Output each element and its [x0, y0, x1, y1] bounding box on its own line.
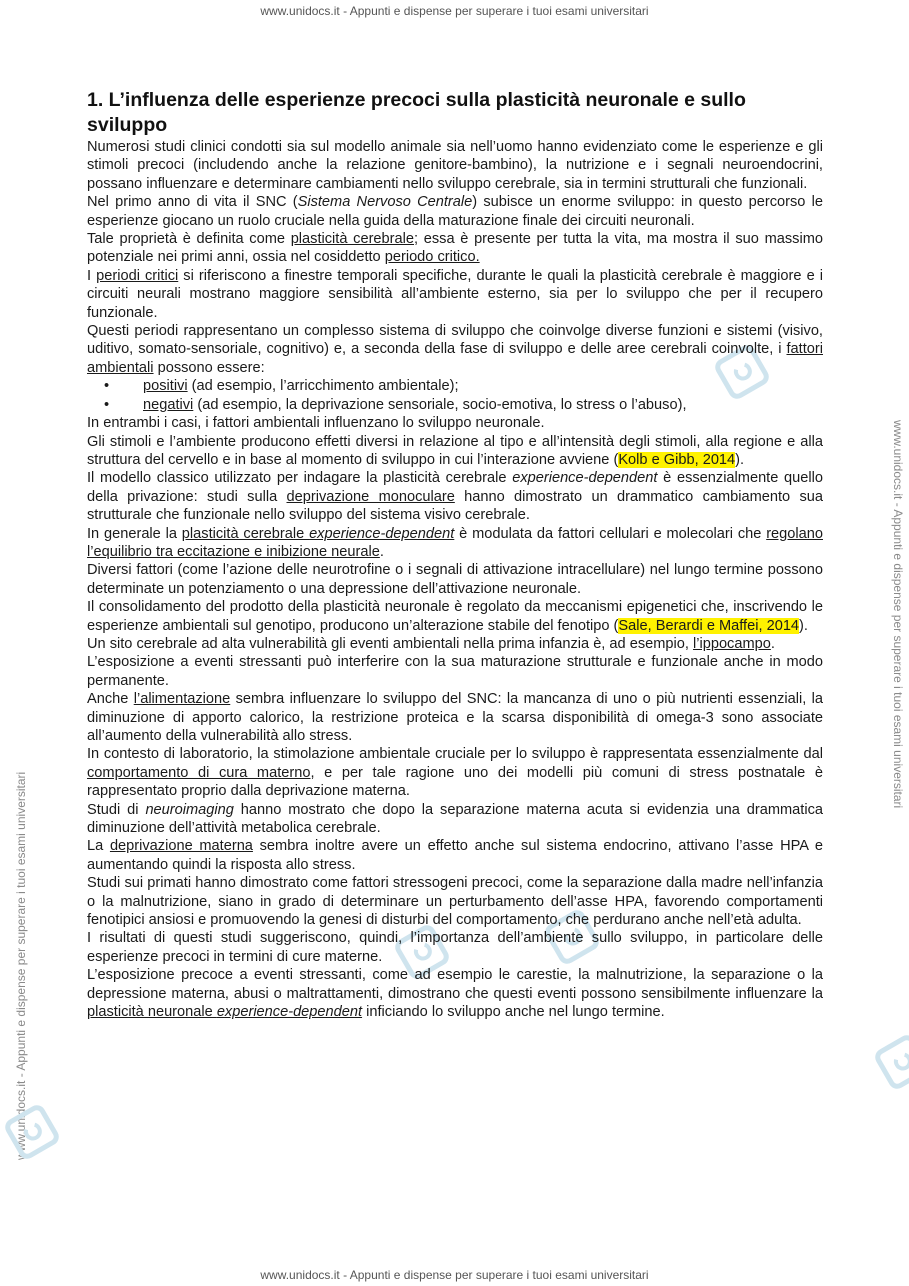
section-title: 1. L’influenza delle esperienze precoci sulla plasticità neuronale e sullo sviluppo	[87, 89, 746, 136]
document-body	[87, 88, 823, 1022]
paragraph: Il consolidamento del prodotto della plasticità neuronale è regolato da meccanismi epigenetici che, inscrivendo le esperienze ambientali sul genotipo, producono un’alterazione stabile del fenotipo (Sale, Berardi e Maffei, 2014).	[87, 599, 823, 634]
paragraph: Studi di neuroimaging hanno mostrato che dopo la separazione materna acuta si evidenzia una drammatica diminuzione dell’attività metabolica cerebrale.	[87, 801, 823, 837]
citation-highlight: Sale, Berardi e Maffei, 2014	[618, 617, 800, 634]
list-item: • negativi (ad esempio, la deprivazione sensoriale, socio-emotiva, lo stress o l’abuso),	[87, 396, 823, 414]
paragraph: Studi sui primati hanno dimostrato come fattori stressogeni precoci, come la separazione dalla madre nell’infanzia o la malnutrizione, siano in grado di determinare un perturbamento dell’asse HPA, favorendo comportamenti fenotipici ansiosi e promuovendo la genesi di disturbi del comportamento, che perdurano anche nell’età adulta.	[87, 875, 823, 929]
watermark-top: www.unidocs.it - Appunti e dispense per superare i tuoi esami universitari	[260, 4, 649, 18]
paragraph: Anche l’alimentazione sembra influenzare lo sviluppo del SNC: la mancanza di uno o più nutrienti essenziali, la diminuzione di apporto calorico, la restrizione proteica e la scarsa disponibilità di omega-3 sono associate all’aumento della vulnerabilità allo stress.	[87, 691, 823, 744]
paragraph: Un sito cerebrale ad alta vulnerabilità gli eventi ambientali nella prima infanzia è, ad esempio, l’ippocampo.	[87, 635, 775, 652]
paragraph: Il modello classico utilizzato per indagare la plasticità cerebrale experience-dependent è essenzialmente quello della privazione: studi sulla deprivazione monoculare hanno dimostrato un drammatico cambiamento sua strutturale che funzionale nello sviluppo del sistema visivo cerebrale.	[87, 470, 824, 524]
paragraph: Questi periodi rappresentano un complesso sistema di sviluppo che coinvolge diverse funzioni e sistemi (visivo, uditivo, somato-sensoriale, cognitivo) e, a seconda della fase di sviluppo e delle aree cerebrali coinvolte, i fattori ambientali possono essere:	[87, 323, 823, 376]
bullet-list	[87, 377, 823, 414]
citation-highlight: Kolb e Gibb, 2014	[618, 451, 736, 468]
paragraph: Diversi fattori (come l’azione delle neurotrofine o i segnali di attivazione intracellulare) nel lungo termine possono determinate un potenziamento o una depressione dell’attivazione neuronale.	[87, 562, 823, 597]
paragraph: Gli stimoli e l’ambiente producono effetti diversi in relazione al tipo e all’intensità degli stimoli, alla regione e alla struttura del cervello e in base al momento di sviluppo in cui l’interazione avviene (Kolb e Gibb, 2014).	[87, 433, 823, 468]
paragraph: Numerosi studi clinici condotti sia sul modello animale sia nell’uomo hanno evidenziato come le esperienze e gli stimoli precoci (includendo anche la relazione genitore-bambino), la nutrizione e i segnali neuroendocrini, possano influenzare e determinare cambiamenti nello sviluppo cerebrale, sia in termini strutturali che funzionali.	[87, 139, 823, 192]
paragraph: Nel primo anno di vita il SNC (Sistema Nervoso Centrale) subisce un enorme sviluppo: in questo percorso le esperienze giocano un ruolo cruciale nella guida della maturazione finale dei circuiti neuronali.	[87, 194, 823, 229]
watermark-bottom: www.unidocs.it - Appunti e dispense per superare i tuoi esami universitari	[260, 1268, 649, 1282]
watermark-right: www.unidocs.it - Appunti e dispense per superare i tuoi esami universitari	[891, 420, 905, 809]
paragraph: I periodi critici si riferiscono a finestre temporali specifiche, durante le quali la plasticità cerebrale è maggiore e i circuiti neurali mostrano maggiore sensibilità all’ambiente esterno, sia per lo sviluppo che per il recupero funzionale.	[87, 267, 823, 321]
paragraph: La deprivazione materna sembra inoltre avere un effetto anche sul sistema endocrino, attivano l’asse HPA e aumentando quindi la risposta allo stress.	[87, 838, 824, 873]
paragraph: L’esposizione precoce a eventi stressanti, come ad esempio le carestie, la malnutrizione, la separazione o la depressione materna, abusi o maltrattamenti, dimostrano che questi eventi possono sensibilmente influenzare la plasticità neuronale experience-dependent inficiando lo sviluppo anche nel lungo termine.	[87, 967, 823, 1021]
unidocs-logo-icon	[2, 1102, 62, 1162]
paragraph: In generale la plasticità cerebrale experience-dependent è modulata da fattori cellulari e molecolari che regolano l’equilibrio tra eccitazione e inibizione neurale.	[87, 525, 823, 560]
paragraph: In contesto di laboratorio, la stimolazione ambientale cruciale per lo sviluppo è rappresentata essenzialmente dal comportamento di cura materno, e per tale ragione uno dei modelli più comuni di stress postnatale è rappresentato proprio dalla deprivazione materna.	[87, 746, 823, 800]
watermark-left: www.unidocs.it - Appunti e dispense per superare i tuoi esami universitari	[14, 771, 28, 1160]
paragraph: Tale proprietà è definita come plasticità cerebrale; essa è presente per tutta la vita, ma mostra il suo massimo potenziale nei primi anni, ossia nel cosiddetto periodo critico.	[87, 231, 823, 266]
paragraph: L’esposizione a eventi stressanti può interferire con la sua maturazione strutturale e funzionale anche in modo permanente.	[87, 654, 823, 689]
paragraph: I risultati di questi studi suggeriscono, quindi, l’importanza dell’ambiente sullo sviluppo, in particolare delle esperienze precoci in termini di cure materne.	[87, 930, 823, 965]
list-item: • positivi (ad esempio, l’arricchimento ambientale);	[87, 377, 823, 395]
paragraph: In entrambi i casi, i fattori ambientali influenzano lo sviluppo neuronale.	[87, 415, 545, 432]
unidocs-logo-icon	[872, 1032, 909, 1092]
